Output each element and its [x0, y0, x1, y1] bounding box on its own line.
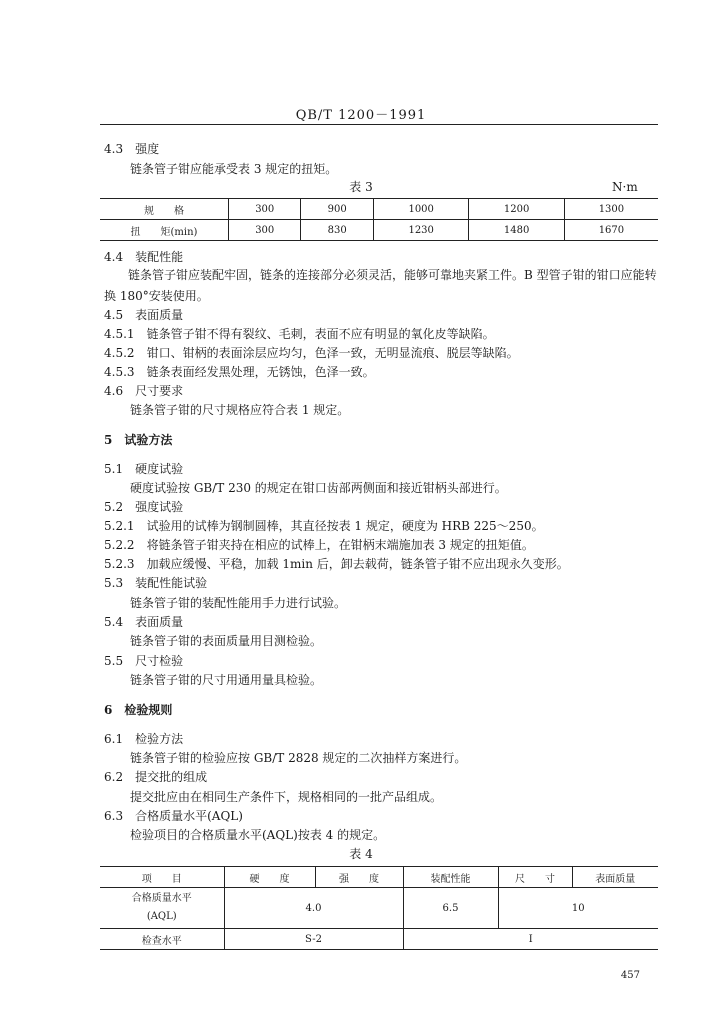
section-5-heading: 5 试验方法 [104, 433, 173, 447]
table-cell: 装配性能 [403, 867, 498, 888]
section-5-5-text: 链条管子钳的尺寸用通用量具检验。 [130, 673, 323, 687]
section-4-3-text: 链条管子钳应能承受表 3 规定的扭矩。 [130, 162, 338, 176]
section-4-5-3: 4.5.3 链条表面经发黑处理，无锈蚀，色泽一致。 [104, 365, 375, 379]
table-cell: 300 [229, 220, 301, 241]
table-cell: 1230 [373, 220, 468, 241]
section-6-2-text: 提交批应由在相同生产条件下，规格相同的一批产品组成。 [130, 790, 443, 804]
table-row [100, 867, 658, 888]
section-5-1-heading: 5.1 硬度试验 [104, 462, 184, 476]
section-6-3-heading: 6.3 合格质量水平(AQL) [104, 809, 243, 823]
table-cell: 合格质量水平 (AQL) [100, 888, 224, 929]
table-cell: 项 目 [100, 867, 224, 888]
table-cell: 强 度 [315, 867, 403, 888]
table-cell: S-2 [224, 929, 403, 950]
section-6-3-text: 检验项目的合格质量水平(AQL)按表 4 的规定。 [130, 828, 386, 842]
table-cell: 扭 矩(min) [100, 220, 229, 241]
section-5-2-3: 5.2.3 加载应缓慢、平稳，加载 1min 后，卸去载荷，链条管子钳不应出现永久变形。 [104, 557, 569, 571]
table-cell: 尺 寸 [498, 867, 572, 888]
table-row [100, 929, 658, 950]
table-3-caption: 表 3 [349, 180, 373, 194]
table-cell: 1300 [564, 199, 658, 220]
table-row [100, 888, 658, 929]
table-cell: 10 [498, 888, 658, 929]
section-5-4-text: 链条管子钳的表面质量用目测检验。 [130, 634, 323, 648]
section-5-4-heading: 5.4 表面质量 [104, 615, 184, 629]
table-cell: 1480 [469, 220, 564, 241]
section-5-5-heading: 5.5 尺寸检验 [104, 654, 184, 668]
section-4-5-1: 4.5.1 链条管子钳不得有裂纹、毛刺，表面不应有明显的氧化皮等缺陷。 [104, 327, 495, 341]
section-5-2-heading: 5.2 强度试验 [104, 500, 184, 514]
table-cell: 检查水平 [100, 929, 224, 950]
table-cell: 硬 度 [224, 867, 315, 888]
table-cell: 表面质量 [572, 867, 658, 888]
table-cell: I [403, 929, 658, 950]
table-cell: 1200 [469, 199, 564, 220]
section-6-1-heading: 6.1 检验方法 [104, 732, 184, 746]
section-4-5-2: 4.5.2 钳口、钳柄的表面涂层应均匀，色泽一致，无明显流痕、脱层等缺陷。 [104, 346, 519, 360]
table-3-unit: N·m [612, 180, 638, 194]
table-cell: 300 [229, 199, 301, 220]
table-cell: 1000 [373, 199, 468, 220]
page-header: QB/T 1200－1991 [295, 108, 427, 123]
section-4-4-heading: 4.4 装配性能 [104, 250, 184, 264]
table-4 [100, 866, 658, 950]
section-4-5-heading: 4.5 表面质量 [104, 308, 184, 322]
header-rule [100, 124, 658, 125]
page-number: 457 [620, 970, 640, 981]
section-4-6-text: 链条管子钳的尺寸规格应符合表 1 规定。 [130, 403, 350, 417]
section-6-1-text: 链条管子钳的检验应按 GB/T 2828 规定的二次抽样方案进行。 [130, 751, 467, 765]
section-4-3-heading: 4.3 强度 [104, 142, 160, 156]
table-cell: 900 [301, 199, 373, 220]
table-row [100, 199, 658, 220]
table-cell: 6.5 [403, 888, 498, 929]
table-4-caption: 表 4 [349, 847, 373, 861]
section-5-1-text: 硬度试验按 GB/T 230 的规定在钳口齿部两侧面和接近钳柄头部进行。 [130, 481, 507, 495]
section-4-6-heading: 4.6 尺寸要求 [104, 384, 184, 398]
section-5-2-1: 5.2.1 试验用的试棒为钢制圆棒，其直径按表 1 规定，硬度为 HRB 225～250。 [104, 519, 544, 533]
table-cell: 830 [301, 220, 373, 241]
section-5-2-2: 5.2.2 将链条管子钳夹持在相应的试棒上，在钳柄末端施加表 3 规定的扭矩值。 [104, 538, 534, 552]
section-5-3-heading: 5.3 装配性能试验 [104, 576, 208, 590]
table-cell: 4.0 [224, 888, 403, 929]
table-3 [100, 198, 658, 241]
table-cell: 1670 [564, 220, 658, 241]
section-6-heading: 6 检验规则 [104, 703, 173, 717]
section-5-3-text: 链条管子钳的装配性能用手力进行试验。 [130, 596, 347, 610]
section-4-4-text: 链条管子钳应装配牢固，链条的连接部分必须灵活，能够可靠地夹紧工件。B 型管子钳的钳口应能转换 180°安装使用。 [104, 268, 657, 303]
table-row [100, 220, 658, 241]
table-cell: 规 格 [100, 199, 229, 220]
section-6-2-heading: 6.2 提交批的组成 [104, 770, 208, 784]
